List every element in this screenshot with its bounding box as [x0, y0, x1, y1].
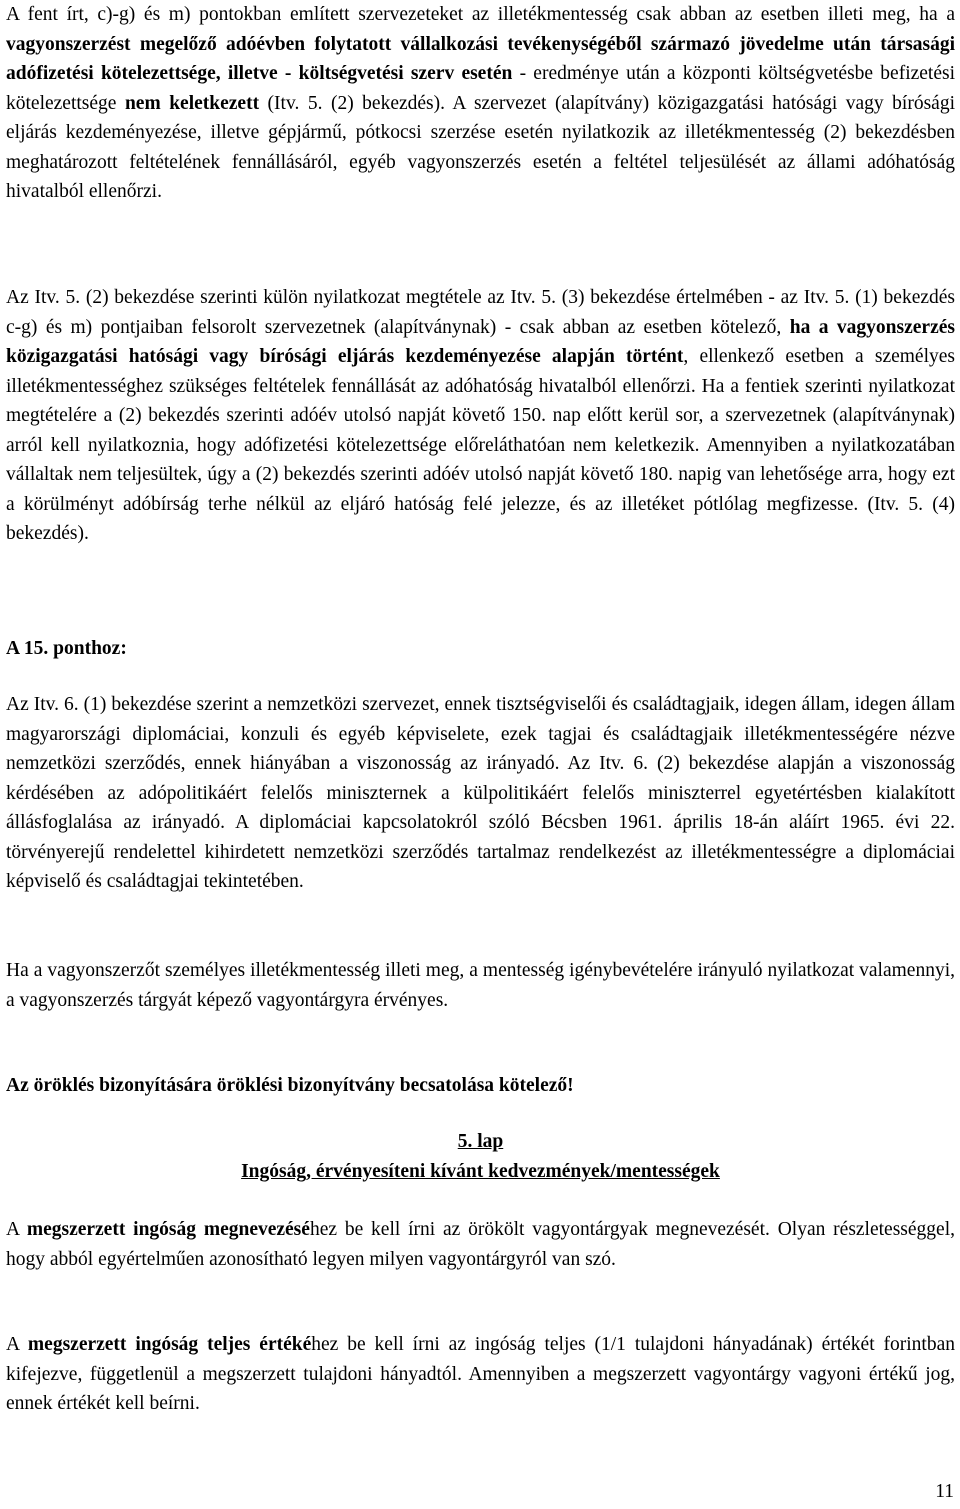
- sheet-number: 5. lap: [457, 1131, 504, 1152]
- subheading-point-15: A 15. ponthoz:: [6, 638, 127, 659]
- bold-text: megszerzett ingóság megnevezésé: [26, 1219, 310, 1240]
- section-declaration: [6, 283, 955, 549]
- section-movable-name: [6, 1215, 955, 1274]
- paragraph-personal-exemption: Ha a vagyonszerzőt személyes illetékmentesség illeti meg, a mentesség igénybevételére irányuló nyilatkozat valamennyi, a vagyonszerzés tárgyát képező vagyontárgyra érvényes.: [6, 960, 955, 1011]
- bold-text: ha a vagyonszerzés közigazgatási hatósági vagy bírósági eljárás kezdeményezése alapján történt: [6, 316, 955, 367]
- paragraph-declaration: Az Itv. 5. (2) bekezdése szerinti külön nyilatkozat megtétele az Itv. 5. (3) bekezdése értelmében - az Itv. 5. (1) bekezdés c-g) és m) pontjaiban felsorolt szervezetnek (alapítványnak) - csak abban az esetben kötelező, ha a vagyonszerzés közigazgatási hatósági vagy bírósági eljárás kezdeményezése alapján történt, ellenkező esetben a személyes illetékmentességhez szükséges feltételek fennállását az adóhatóság hivatalból ellenőrzi. Ha a fentiek szerinti nyilatkozat megtételére a (2) bekezdés szerinti adóév utolsó napját követő 150. nap előtt kerül sor, a szervezetnek (alapítványnak) arról kell nyilatkoznia, hogy adófizetési kötelezettsége előreláthatóan nem keletkezik. Amennyiben a nyilatkozatában vállaltak nem teljesültek, úgy a (2) bekezdés szerinti adóév utolsó napját követő 180. napig van lehetősége arra, hogy ezt a körülményt adóbírság terhe nélkül az eljáró hatóság felé jelezze, és az illetéket pótlólag megfizesse. (Itv. 5. (4) bekezdés).: [6, 287, 955, 544]
- paragraph-exemption-conditions: A fent írt, c)-g) és m) pontokban említett szervezeteket az illetékmentesség csak abban az esetben illeti meg, ha a vagyonszerzést megelőző adóévben folytatott vállalkozási tevékenységéből származó jövedelme után társasági adófizetési kötelezettsége, illetve - költségvetési szerv esetén - eredménye után a központi költségvetésbe befizetési kötelezettsége nem keletkezett (Itv. 5. (2) bekezdés). A szervezet (alapítvány) közigazgatási hatósági vagy bírósági eljárás kezdeményezése, illetve gépjármű, pótkocsi szerzése esetén nyilatkozik az illetékmentesség (2) bekezdésben meghatározott feltételének fennállásáról, egyéb vagyonszerzés esetén a feltétel teljesülését az állami adóhatóság hivatalból ellenőrzi.: [6, 4, 956, 202]
- section-international: [6, 690, 955, 897]
- sheet-title: Ingóság, érvényesíteni kívánt kedvezmények/mentességek: [241, 1160, 720, 1182]
- section-movable-value: [6, 1330, 955, 1419]
- section-exemption-conditions: [6, 0, 955, 207]
- bold-text: nem keletkezett: [124, 92, 260, 114]
- section-sheet-heading: [6, 1127, 955, 1186]
- bold-text: vagyonszerzést megelőző adóévben folytatott vállalkozási tevékenységéből származó jövedelme után társasági adófizetési kötelezettsége, illetve - költségvetési szerv esetén: [6, 33, 955, 84]
- section-point-15: [6, 634, 955, 664]
- page-number: 11: [935, 1481, 954, 1502]
- paragraph-movable-value: A megszerzett ingóság teljes értékéhez be kell írni az ingóság teljes (1/1 tulajdoni hányadának) értékét forintban kifejezve, függetlenül a megszerzett tulajdoni hányadtól. Amennyiben a megszerzett vagyontárgy vagyoni értékű jog, ennek értékét kell beírni.: [6, 1334, 956, 1414]
- bold-text: megszerzett ingóság teljes értéké: [27, 1334, 312, 1355]
- paragraph-inheritance-proof: Az öröklés bizonyítására öröklési bizonyítvány becsatolása kötelező!: [6, 1075, 574, 1096]
- paragraph-movable-name: A megszerzett ingóság megnevezéséhez be kell írni az örökölt vagyontárgyak megnevezését. Olyan részletességgel, hogy abból egyértelműen azonosítható legyen milyen vagyontárgyról van szó.: [6, 1219, 955, 1270]
- section-inheritance-proof: [6, 1071, 955, 1101]
- paragraph-international: Az Itv. 6. (1) bekezdése szerint a nemzetközi szervezet, ennek tisztségviselői és családtagjaik, idegen állam, idegen állam magyarországi diplomáciai, konzuli és egyéb képviselete, ezek tagjai és családtagjaik illetékmentességére nézve nemzetközi szerződés, ennek hiányában a viszonosság az irányadó. Az Itv. 6. (2) bekezdése alapján a viszonosság kérdésében az adópolitikáért felelős miniszternek a külpolitikáért felelős miniszterrel egyetértésben kialakított állásfoglalása az irányadó. A diplomáciai kapcsolatokról szóló Bécsben 1961. április 18-án aláírt 1965. évi 22. törvényerejű rendelettel kihirdetett nemzetközi szerződés tartalmaz rendelkezést az illetékmentességre a diplomáciai képviselő és családtagjai tekintetében.: [6, 694, 955, 892]
- section-personal-exemption: [6, 956, 955, 1015]
